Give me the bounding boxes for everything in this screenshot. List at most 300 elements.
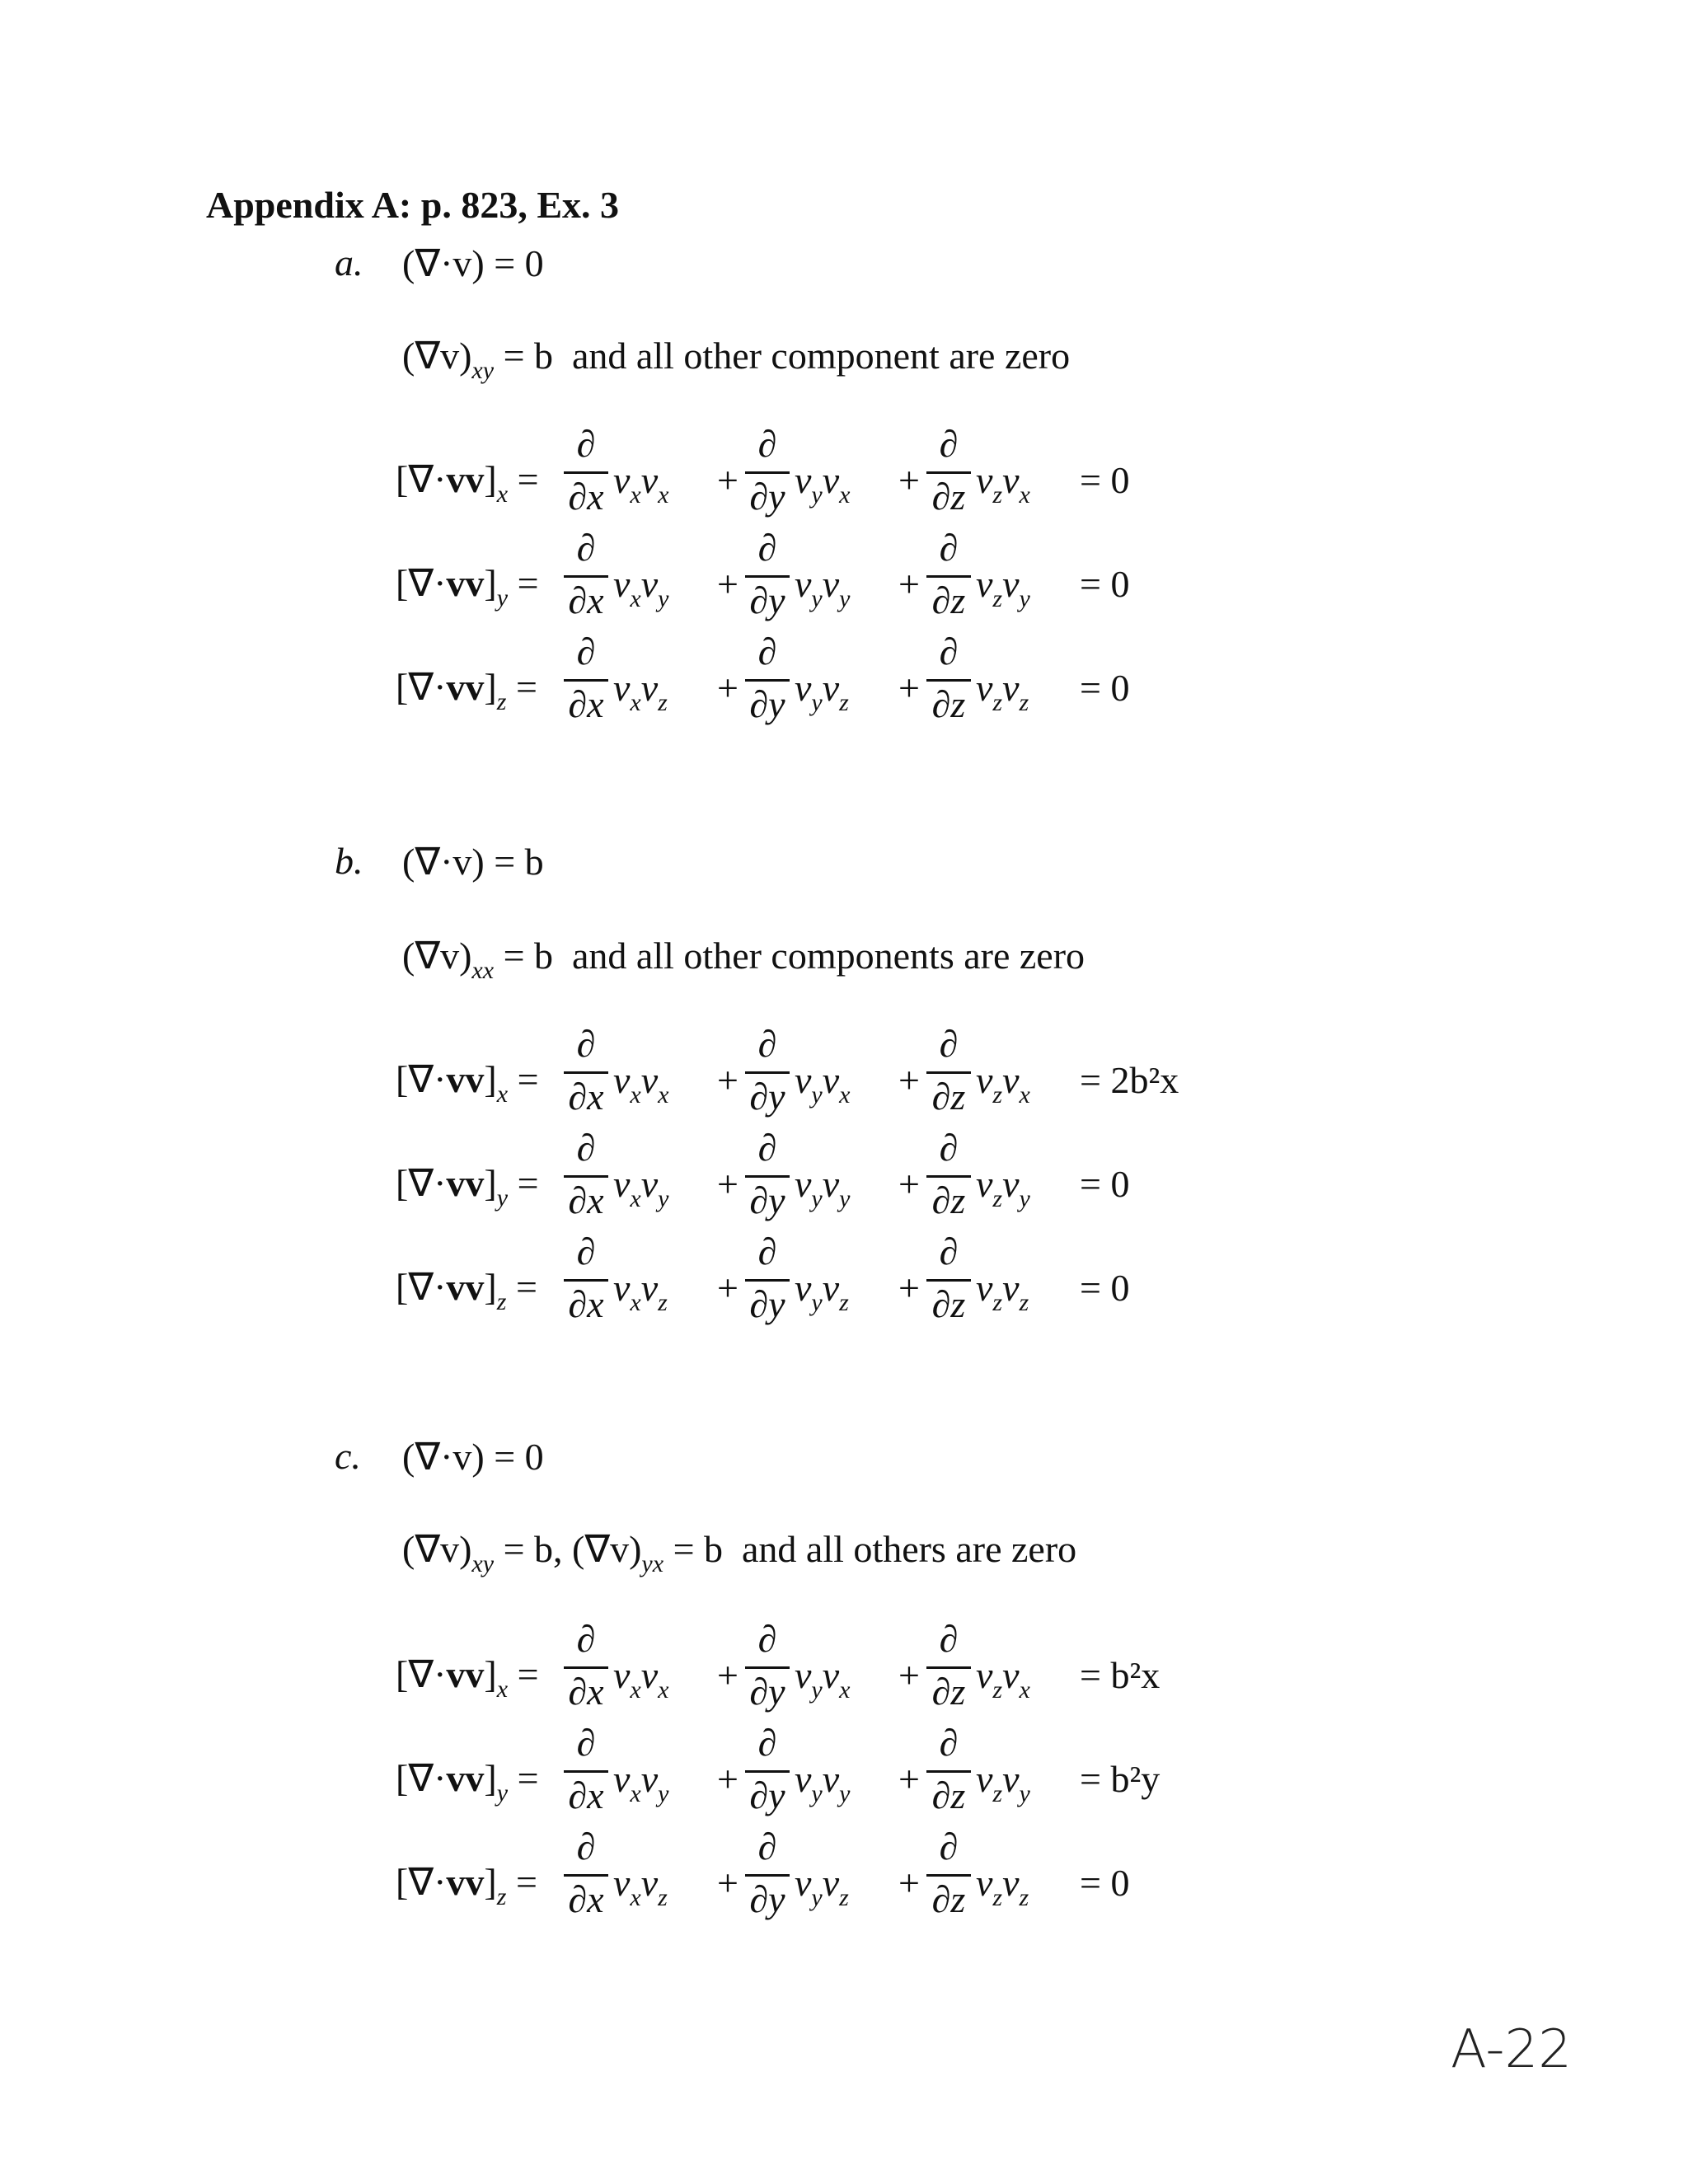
velocity-subscript: x [658,481,669,509]
lhs-close: ] [484,458,497,500]
part-c-label: c. [335,1435,361,1477]
part-a-gradient-statement [402,333,1070,385]
equation-lhs [396,1264,537,1316]
velocity-subscript: x [630,1185,641,1212]
lhs-close: ] [484,562,497,604]
fraction-bar [926,679,971,682]
velocity-product [976,458,1030,509]
part-c-gradient-statement [402,1526,1076,1578]
page-number: A-22 [1451,2019,1572,2080]
velocity-subscript: y [811,481,823,509]
velocity-symbol: v [640,667,659,709]
partial-denominator: ∂x [568,476,604,518]
velocity-symbol: v [1002,1267,1020,1309]
velocity-symbol: v [976,1758,993,1800]
partial-denominator: ∂z [931,1179,966,1221]
velocity-symbol: v [976,1862,993,1904]
partial-numerator: ∂ [939,1722,959,1764]
lhs-equals: = [506,1266,537,1308]
lhs-close: ] [484,1266,497,1308]
lhs-equals: = [506,1861,537,1903]
velocity-symbol: v [822,1758,840,1800]
fraction-bar [564,1175,608,1178]
velocity-symbol: v [1002,1862,1020,1904]
velocity-subscript: y [839,1780,851,1807]
velocity-subscript: x [630,481,641,509]
partial-numerator: ∂ [757,1722,777,1764]
velocity-symbol: v [976,1059,993,1101]
lhs-open: [∇· [396,1266,447,1308]
velocity-subscript: y [811,1780,823,1807]
velocity-symbol: v [795,1758,812,1800]
equation-result: = 2b²x [1080,1059,1179,1101]
velocity-subscript: z [992,481,1003,509]
fraction-bar [745,1770,790,1773]
plus-sign: + [717,1163,738,1205]
partial-denominator: ∂y [749,683,785,725]
partial-numerator: ∂ [576,1722,596,1764]
lhs-equals: = [508,562,539,604]
gradient-text: and all other components are zero [572,935,1085,977]
velocity-symbol: v [795,1654,812,1696]
partial-denominator: ∂x [568,1076,604,1118]
velocity-symbol: v [822,563,840,605]
equation-result: = 0 [1080,1163,1130,1205]
gradient-lhs: (∇v) [402,335,472,377]
velocity-symbol: v [976,1654,993,1696]
velocity-subscript: z [839,689,849,716]
fraction-bar [564,1279,608,1282]
velocity-product [613,1162,669,1213]
gradient-rhs-2: = b [673,1528,724,1570]
gradient-subscript: xy [471,1550,495,1577]
fraction-bar [745,471,790,474]
velocity-subscript: y [1019,1185,1030,1212]
velocity-symbol: v [1002,1059,1020,1101]
velocity-symbol: v [795,563,812,605]
velocity-symbol: v [613,1862,631,1904]
velocity-symbol: v [795,1163,812,1205]
partial-denominator: ∂y [749,1283,785,1325]
partial-numerator: ∂ [939,1825,959,1868]
velocity-subscript: y [658,1185,669,1212]
velocity-symbol: v [640,563,659,605]
velocity-symbol: v [976,1267,993,1309]
velocity-product [795,1653,851,1704]
velocity-subscript: x [658,1081,669,1108]
velocity-subscript: y [811,1081,823,1108]
part-a-divergence: (∇·v) = 0 [402,242,544,284]
equation-result: = 0 [1080,459,1130,501]
velocity-symbol: v [613,459,631,501]
lhs-bold: vv [446,1058,485,1100]
velocity-symbol: v [795,1059,812,1101]
partial-denominator: ∂x [568,1283,604,1325]
partial-numerator: ∂ [576,1230,596,1272]
plus-sign: + [717,1267,738,1309]
velocity-symbol: v [613,667,631,709]
partial-numerator: ∂ [939,1618,959,1660]
velocity-subscript: x [839,1081,851,1108]
plus-sign: + [898,563,920,605]
partial-numerator: ∂ [757,1825,777,1868]
velocity-symbol: v [640,1654,659,1696]
partial-denominator: ∂y [749,1671,785,1713]
lhs-equals: = [508,458,539,500]
partial-denominator: ∂y [749,1774,785,1816]
partial-denominator: ∂x [568,1671,604,1713]
velocity-product [795,1058,851,1109]
plus-sign: + [898,1267,920,1309]
velocity-product [976,1861,1029,1912]
page-heading: Appendix A: p. 823, Ex. 3 [206,184,620,226]
part-a-label: a. [335,241,363,284]
equation-lhs [396,457,539,509]
velocity-subscript: y [811,1185,823,1212]
velocity-subscript: x [839,481,851,509]
velocity-subscript: y [1019,1780,1030,1807]
velocity-symbol: v [613,1267,631,1309]
partial-denominator: ∂z [931,1774,966,1816]
plus-sign: + [898,1059,920,1101]
fraction-bar [564,679,608,682]
velocity-symbol: v [640,1862,659,1904]
equation-lhs [396,1859,537,1911]
velocity-product [795,458,851,509]
velocity-symbol: v [976,459,993,501]
velocity-symbol: v [640,459,659,501]
plus-sign: + [717,1059,738,1101]
equation-row [396,1618,1302,1731]
lhs-open: [∇· [396,1757,447,1799]
velocity-subscript: x [839,1676,851,1704]
lhs-equals: = [508,1162,539,1204]
fraction-bar [745,1874,790,1877]
velocity-symbol: v [640,1163,659,1205]
partial-numerator: ∂ [939,1230,959,1272]
velocity-subscript: z [992,1081,1003,1108]
partial-denominator: ∂z [931,1878,966,1920]
velocity-symbol: v [976,667,993,709]
lhs-open: [∇· [396,562,447,604]
fraction-bar [564,575,608,578]
partial-numerator: ∂ [939,423,959,465]
partial-denominator: ∂x [568,683,604,725]
lhs-bold: vv [446,666,485,708]
velocity-subscript: y [1019,585,1030,612]
velocity-product [613,562,669,613]
fraction-bar [926,1279,971,1282]
velocity-symbol: v [822,1163,840,1205]
equation-lhs [396,1652,539,1704]
velocity-symbol: v [1002,1163,1020,1205]
gradient-lhs: (∇v) [402,1528,472,1570]
partial-numerator: ∂ [939,527,959,569]
velocity-subscript: z [1019,1884,1029,1911]
equation-lhs [396,664,537,716]
partial-denominator: ∂x [568,1179,604,1221]
velocity-subscript: x [630,1289,641,1316]
gradient-text: and all other component are zero [572,335,1071,377]
lhs-subscript: x [496,1675,509,1703]
velocity-product [976,1653,1030,1704]
velocity-subscript: z [839,1884,849,1911]
fraction-bar [926,471,971,474]
partial-numerator: ∂ [757,630,777,673]
lhs-equals: = [508,1653,539,1695]
velocity-product [613,1757,669,1808]
part-c-divergence: (∇·v) = 0 [402,1436,544,1478]
partial-numerator: ∂ [576,1023,596,1065]
velocity-subscript: x [630,1081,641,1108]
velocity-symbol: v [1002,563,1020,605]
plus-sign: + [717,667,738,709]
partial-denominator: ∂y [749,1076,785,1118]
lhs-bold: vv [446,1266,485,1308]
velocity-product [795,1162,851,1213]
velocity-symbol: v [976,1163,993,1205]
gradient-rhs: = b [503,935,554,977]
fraction-bar [564,1770,608,1773]
fraction-bar [745,679,790,682]
velocity-symbol: v [640,1059,659,1101]
velocity-subscript: y [811,1884,823,1911]
gradient-text: and all others are zero [742,1528,1077,1570]
velocity-product [795,1861,849,1912]
velocity-product [976,1266,1029,1317]
velocity-symbol: v [613,1059,631,1101]
velocity-subscript: x [1019,1081,1030,1108]
velocity-product [795,666,849,717]
lhs-open: [∇· [396,1861,447,1903]
lhs-open: [∇· [396,1058,447,1100]
velocity-symbol: v [976,563,993,605]
lhs-bold: vv [446,1653,485,1695]
velocity-symbol: v [795,459,812,501]
plus-sign: + [717,563,738,605]
lhs-close: ] [484,1757,497,1799]
partial-numerator: ∂ [576,527,596,569]
velocity-subscript: z [1019,689,1029,716]
lhs-bold: vv [446,1757,485,1799]
equation-row [396,1825,1302,1938]
partial-numerator: ∂ [757,1618,777,1660]
equation-row [396,527,1302,640]
partial-numerator: ∂ [757,1230,777,1272]
velocity-symbol: v [640,1267,659,1309]
velocity-product [976,1162,1030,1213]
lhs-subscript: y [496,584,509,612]
gradient-subscript: xy [471,357,495,384]
partial-denominator: ∂z [931,476,966,518]
velocity-subscript: z [658,1884,668,1911]
lhs-open: [∇· [396,1162,447,1204]
partial-denominator: ∂y [749,1878,785,1920]
gradient-lhs: (∇v) [402,935,472,977]
equation-result: = 0 [1080,1267,1130,1309]
partial-denominator: ∂z [931,1076,966,1118]
velocity-symbol: v [822,1654,840,1696]
fraction-bar [564,1071,608,1074]
velocity-product [795,562,851,613]
velocity-symbol: v [1002,459,1020,501]
velocity-subscript: z [992,1676,1003,1704]
lhs-bold: vv [446,562,485,604]
velocity-subscript: z [839,1289,849,1316]
part-b-label: b. [335,840,363,882]
velocity-subscript: y [658,1780,669,1807]
velocity-product [976,1058,1030,1109]
velocity-subscript: x [658,1676,669,1704]
velocity-product [613,666,668,717]
partial-numerator: ∂ [757,527,777,569]
velocity-symbol: v [822,1862,840,1904]
equation-result: = b²y [1080,1758,1160,1800]
velocity-subscript: y [811,1676,823,1704]
lhs-subscript: x [496,1080,509,1108]
velocity-product [613,1058,669,1109]
plus-sign: + [717,459,738,501]
partial-denominator: ∂x [568,579,604,621]
gradient-subscript-2: yx [641,1550,664,1577]
fraction-bar [564,1874,608,1877]
velocity-product [976,562,1030,613]
velocity-subscript: x [630,1884,641,1911]
gradient-subscript: xx [471,957,495,984]
velocity-symbol: v [613,1654,631,1696]
partial-denominator: ∂z [931,1283,966,1325]
velocity-symbol: v [1002,667,1020,709]
velocity-subscript: y [658,585,669,612]
velocity-product [613,1653,669,1704]
velocity-subscript: x [630,1780,641,1807]
velocity-subscript: z [992,1884,1003,1911]
velocity-product [613,458,669,509]
fraction-bar [926,1770,971,1773]
lhs-bold: vv [446,458,485,500]
velocity-subscript: y [839,585,851,612]
velocity-symbol: v [613,1758,631,1800]
plus-sign: + [898,1654,920,1696]
velocity-symbol: v [1002,1654,1020,1696]
lhs-equals: = [506,666,537,708]
lhs-subscript: z [496,1288,507,1315]
velocity-subscript: z [658,689,668,716]
fraction-bar [745,1279,790,1282]
partial-numerator: ∂ [576,1618,596,1660]
partial-denominator: ∂y [749,579,785,621]
velocity-symbol: v [822,459,840,501]
lhs-close: ] [484,1861,497,1903]
partial-denominator: ∂z [931,1671,966,1713]
lhs-subscript: z [496,1883,507,1910]
partial-numerator: ∂ [576,1825,596,1868]
velocity-subscript: z [992,1289,1003,1316]
velocity-product [613,1861,668,1912]
velocity-subscript: z [1019,1289,1029,1316]
part-b-gradient-statement [402,933,1085,985]
lhs-open: [∇· [396,458,447,500]
velocity-symbol: v [795,1267,812,1309]
lhs-equals: = [508,1058,539,1100]
velocity-product [795,1266,849,1317]
velocity-symbol: v [1002,1758,1020,1800]
partial-numerator: ∂ [757,423,777,465]
equation-lhs [396,1160,539,1212]
plus-sign: + [717,1654,738,1696]
velocity-subscript: y [811,689,823,716]
partial-numerator: ∂ [576,423,596,465]
fraction-bar [745,1175,790,1178]
velocity-product [976,666,1029,717]
partial-denominator: ∂z [931,683,966,725]
lhs-close: ] [484,1653,497,1695]
velocity-subscript: z [992,1780,1003,1807]
velocity-subscript: x [630,1676,641,1704]
velocity-product [613,1266,668,1317]
partial-denominator: ∂x [568,1774,604,1816]
fraction-bar [926,575,971,578]
velocity-symbol: v [613,563,631,605]
gradient-rhs: = b [503,335,554,377]
lhs-equals: = [508,1757,539,1799]
partial-denominator: ∂x [568,1878,604,1920]
equation-lhs [396,1057,539,1108]
plus-sign: + [898,1862,920,1904]
lhs-open: [∇· [396,666,447,708]
lhs-subscript: y [496,1184,509,1212]
fraction-bar [745,575,790,578]
plus-sign: + [717,1862,738,1904]
equation-result: = b²x [1080,1654,1160,1696]
velocity-subscript: z [658,1289,668,1316]
lhs-close: ] [484,666,497,708]
equation-result: = 0 [1080,563,1130,605]
gradient-rhs: = b, (∇v) [503,1528,642,1570]
lhs-close: ] [484,1058,497,1100]
partial-numerator: ∂ [576,1127,596,1169]
velocity-subscript: z [992,1185,1003,1212]
velocity-symbol: v [822,667,840,709]
velocity-symbol: v [795,1862,812,1904]
fraction-bar [745,1071,790,1074]
lhs-open: [∇· [396,1653,447,1695]
velocity-subscript: x [1019,1676,1030,1704]
partial-denominator: ∂y [749,476,785,518]
velocity-symbol: v [795,667,812,709]
plus-sign: + [898,459,920,501]
equation-lhs [396,1755,539,1807]
part-b-divergence: (∇·v) = b [402,841,544,883]
equation-row [396,630,1302,743]
partial-numerator: ∂ [757,1127,777,1169]
equation-row [396,1230,1302,1343]
partial-denominator: ∂y [749,1179,785,1221]
velocity-subscript: z [992,585,1003,612]
partial-numerator: ∂ [576,630,596,673]
lhs-subscript: z [496,688,507,715]
velocity-subscript: y [811,585,823,612]
velocity-product [795,1757,851,1808]
equation-row [396,1722,1302,1835]
equation-row [396,423,1302,536]
velocity-symbol: v [822,1267,840,1309]
fraction-bar [926,1874,971,1877]
equation-result: = 0 [1080,667,1130,709]
plus-sign: + [898,1758,920,1800]
lhs-subscript: x [496,480,509,508]
plus-sign: + [717,1758,738,1800]
